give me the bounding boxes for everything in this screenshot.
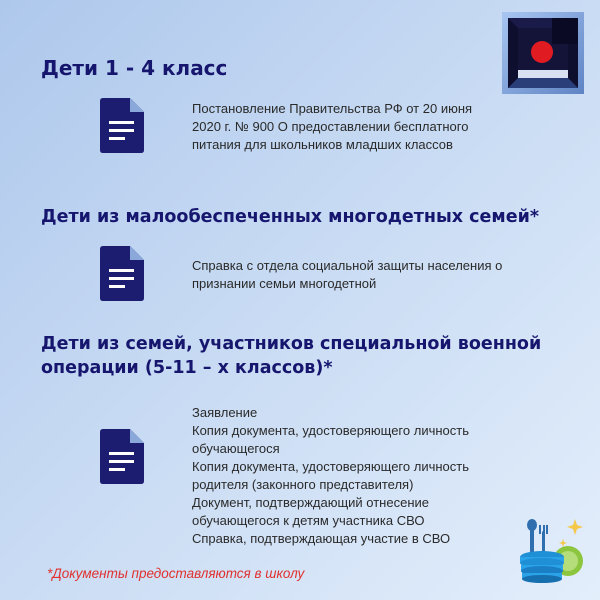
section-3-text [192, 404, 552, 548]
dishes-icon [518, 517, 588, 583]
logo-icon [502, 12, 584, 94]
list-item: Копия документа, удостоверяющего личность родителя (законного представителя) [192, 459, 469, 492]
document-text: Постановление Правительства РФ от 20 июня 2020 г. № 900 О предоставлении бесплатного питания для школьников младших классов [192, 101, 473, 152]
document-icon [100, 98, 144, 153]
document-icon [100, 429, 144, 484]
section-heading-grades-1-4: Дети 1 - 4 класс [41, 56, 228, 80]
section-heading-svo-families: Дети из семей, участников специальной военной операции (5-11 – х классов)* [41, 334, 542, 378]
list-item: Заявление [192, 405, 258, 420]
section-2-text [192, 257, 552, 293]
document-icon [100, 246, 144, 301]
list-item: Документ, подтверждающий отнесение обучающегося к детям участника СВО [192, 495, 429, 528]
document-text: Справка с отдела социальной защиты населения о признании семьи многодетной [192, 258, 503, 291]
list-item: Справка, подтверждающая участие в СВО [192, 531, 451, 546]
footnote: *Документы предоставляются в школу [47, 566, 305, 581]
list-item: Копия документа, удостоверяющего личность обучающегося [192, 423, 469, 456]
section-heading-large-families: Дети из малообеспеченных многодетных семей* [41, 207, 539, 227]
section-1-text [192, 100, 552, 154]
